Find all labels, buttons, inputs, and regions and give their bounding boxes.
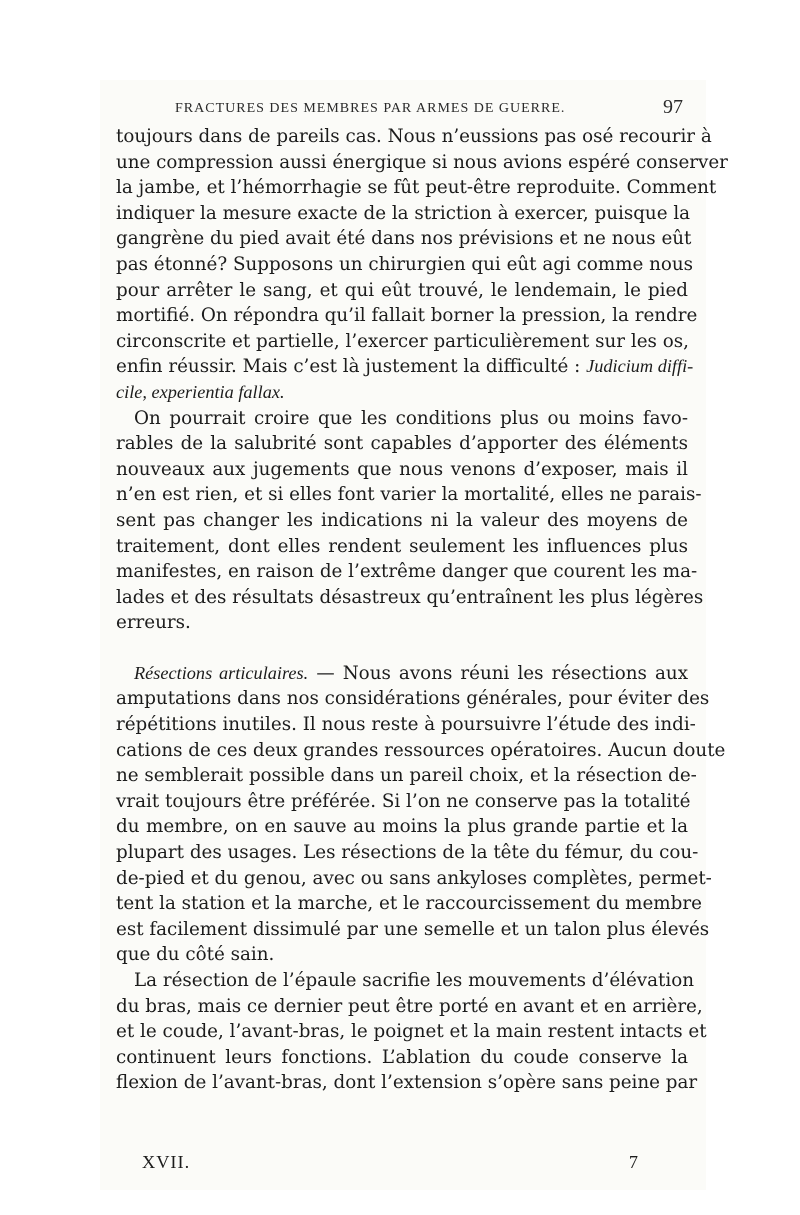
text-line: du membre, on en sauve au moins la plus grande partie et la — [116, 816, 688, 838]
text-line: est facilement dissimulé par une semelle et un talon plus élevés — [116, 918, 710, 940]
text-line: de-pied et du genou, avec ou sans ankyloses complètes, permet- — [116, 867, 712, 889]
text-line — [116, 380, 688, 406]
text-line: la jambe, et l’hémorrhagie se fût peut-être reproduite. Comment — [116, 177, 717, 199]
signature-mark: XVII. — [142, 1152, 191, 1172]
text-line: pour arrêter le sang, et qui eût trouvé, le lendemain, le pied — [116, 279, 688, 301]
text-line: que du côté sain. — [116, 944, 275, 966]
text-line: plupart des usages. Les résections de la tête du fémur, du cou- — [116, 842, 699, 864]
paragraph-1 — [116, 124, 728, 406]
latin-quote: Judicium diffi- — [586, 356, 694, 377]
running-title: FRACTURES DES MEMBRES PAR ARMES DE GUERRE. — [175, 101, 566, 116]
text-line: nouveaux aux jugements que nous venons d’exposer, mais il — [116, 458, 688, 480]
text-run: — Nous avons réuni les résections aux — [308, 662, 689, 684]
text-line: La résection de l’épaule sacrifie les mouvements d’élévation — [134, 970, 695, 991]
text-line: erreurs. — [116, 612, 191, 634]
text-line: manifestes, en raison de l’extrême danger que courent les ma- — [116, 561, 698, 583]
text-line: flexion de l’avant-bras, dont l’extension s’opère sans peine par — [116, 1072, 698, 1094]
text-line: circonscrite et partielle, l’exercer particulièrement sur les os, — [116, 330, 689, 352]
latin-quote: cile, experientia fallax. — [116, 381, 285, 402]
text-line: sent pas changer les indications ni la valeur des moyens de — [116, 509, 688, 531]
text-line: n’en est rien, et si elles font varier la mortalité, elles ne parais- — [116, 484, 702, 506]
text-line: répétitions inutiles. Il nous reste à poursuivre l’étude des indi- — [116, 714, 696, 736]
text-line: toujours dans de pareils cas. Nous n’eussions pas osé recourir à — [116, 126, 712, 147]
text-line: continuent leurs fonctions. L’ablation du coude conserve la — [116, 1046, 688, 1068]
text-line: et le coude, l’avant-bras, le poignet et la main restent intacts et — [116, 1021, 707, 1043]
text-line: tent la station et la marche, et le raccourcissement du membre — [116, 893, 702, 915]
text-line: rables de la salubrité sont capables d’apporter des éléments — [116, 433, 688, 455]
text-line: une compression aussi énergique si nous avions espéré conserver — [116, 151, 728, 173]
paragraph-3 — [116, 661, 726, 968]
signature-number: 7 — [628, 1152, 638, 1172]
text-line: vrait toujours être préférée. Si l’on ne conserve pas la totalité — [116, 790, 691, 812]
paragraph-4 — [116, 968, 707, 1096]
paragraph-2 — [116, 406, 704, 636]
printer-signature — [142, 1152, 638, 1178]
text-line — [116, 354, 694, 380]
body-text — [116, 124, 728, 1096]
text-run: enfin réussir. Mais c’est là justement la difficulté : — [116, 356, 587, 378]
running-head — [175, 96, 683, 123]
paragraph-gap — [116, 636, 688, 661]
text-line: ne semblerait possible dans un pareil choix, et la résection de- — [116, 765, 697, 787]
text-line: mortifié. On répondra qu’il fallait borner la pression, la rendre — [116, 305, 698, 327]
text-line: pas étonné? Supposons un chirurgien qui eût agi comme nous — [116, 253, 694, 275]
text-line: lades et des résultats désastreux qu’entraînent les plus légères — [116, 586, 704, 608]
text-line — [116, 661, 688, 687]
text-line: amputations dans nos considérations générales, pour éviter des — [116, 688, 710, 710]
text-line: traitement, dont elles rendent seulement les influences plus — [116, 535, 688, 557]
page-number: 97 — [663, 96, 683, 118]
text-line: On pourrait croire que les conditions plus ou moins favo- — [134, 407, 688, 429]
text-line: indiquer la mesure exacte de la striction à exercer, puisque la — [116, 202, 691, 224]
text-line: gangrène du pied avait été dans nos prévisions et ne nous eût — [116, 228, 692, 250]
text-line: cations de ces deux grandes ressources opératoires. Aucun doute — [116, 739, 726, 761]
section-heading: Résections articulaires. — [134, 662, 309, 683]
text-line: du bras, mais ce dernier peut être porté en avant et en arrière, — [116, 995, 703, 1017]
